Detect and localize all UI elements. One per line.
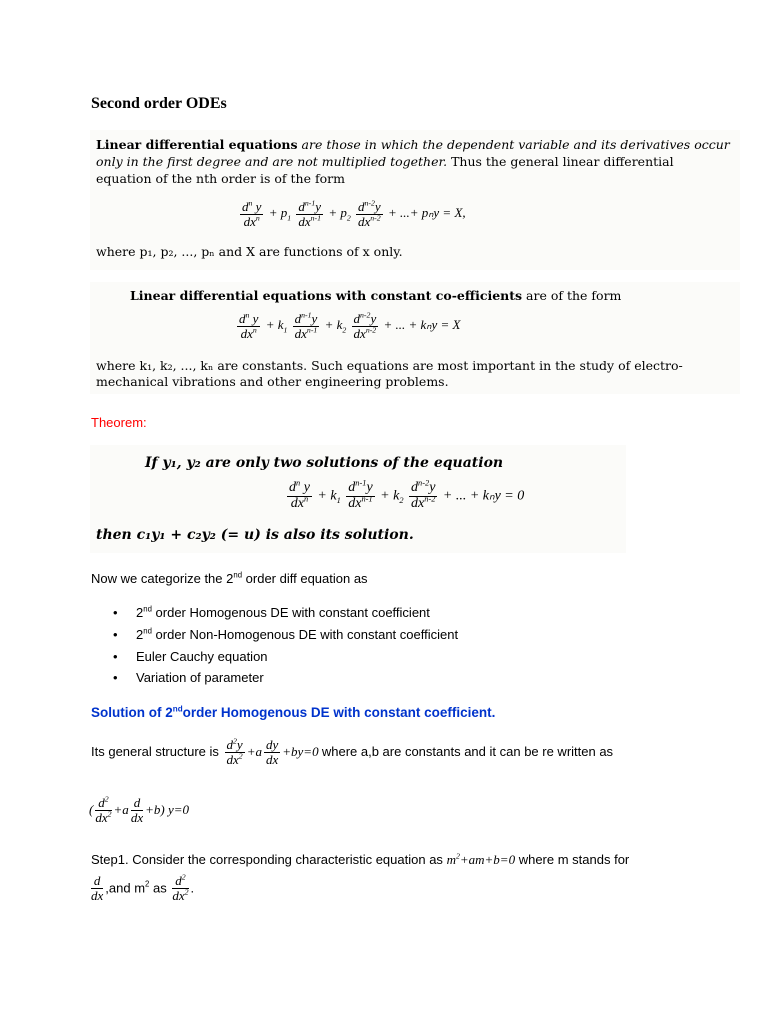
section-heading: Solution of 2ndorder Homogenous DE with constant coefficient. xyxy=(91,704,496,720)
operator-form-equation: ( $\frac{d^2}{dx^2}$ +a $\frac{d}{dx}$ +b) y=0 xyxy=(89,794,189,825)
scanned-theorem xyxy=(90,445,626,553)
list-item: Variation of parameter xyxy=(136,670,264,685)
scan3-line1: If y₁, y₂ are only two solutions of the equation xyxy=(145,455,504,471)
step1-text: Step1. Consider the corresponding characteristic equation as $m^2+am+b=0$ where m stands for xyxy=(91,851,630,867)
step1-line2: $\frac{d}{dx}$ ,and $m^2$ as $\frac{d^2}{dx^2}$ . xyxy=(91,872,195,903)
theorem-label: Theorem: xyxy=(91,415,147,430)
scan1-paragraph: Linear differential equations are those in which the dependent variable and its derivatives occur only in the first degree and are not multiplied together. Thus the general linear differential equation of the nth order is of the form xyxy=(96,137,730,186)
scan1-where: where p₁, p₂, ..., pₙ and X are functions of x only. xyxy=(96,244,403,259)
scan1-equation: $\frac{d^n y}{dx^n}$ + $p_1$ $\frac{d^{n-1}y}{dx^{n-1}}$ + $p_2$ $\frac{d^{n-2}y}{dx^{n-2}}$ + ...+ pₙy = X, xyxy=(242,198,466,229)
list-item: 2nd order Non-Homogenous DE with constant coefficient xyxy=(136,626,459,642)
scanned-constant-coefficients xyxy=(90,282,740,394)
general-structure: Its general structure is $\frac{d^2y}{dx^2}$ +a $\frac{dy}{dx}$ +by=0 where a,b are constants and it can be re written as xyxy=(91,736,614,767)
characteristic-equation: $m^2+am+b=0$ xyxy=(446,851,516,867)
scan2-where: where k₁, k₂, ..., kₙ are constants. Such equations are most important in the study of electro-mechanical vibrations and other engineering problems. xyxy=(96,358,683,389)
scan2-equation: $\frac{d^n y}{dx^n}$ + $k_1$ $\frac{d^{n-1}y}{dx^{n-1}}$ + $k_2$ $\frac{d^{n-2}y}{dx^{n-2}}$ + ... + kₙy = X xyxy=(239,310,461,341)
bullet-icon: • xyxy=(113,627,118,642)
scan3-line3: then c₁y₁ + c₂y₂ (= u) is also its solution. xyxy=(96,527,414,543)
intro-text: Now we categorize the 2nd order diff equation as xyxy=(91,570,368,586)
bullet-icon: • xyxy=(113,670,118,685)
list-item: 2nd order Homogenous DE with constant coefficient xyxy=(136,604,430,620)
general-structure-equation: $\frac{d^2y}{dx^2}$ +a $\frac{dy}{dx}$ +by=0 xyxy=(226,736,319,767)
scan3-equation: $\frac{d^n y}{dx^n}$ + $k_1$ $\frac{d^{n-1}y}{dx^{n-1}}$ + $k_2$ $\frac{d^{n-2}y}{dx^{n-2}}$ + ... + kₙy = 0 xyxy=(289,478,525,511)
bullet-icon: • xyxy=(113,649,118,664)
list-item: Euler Cauchy equation xyxy=(136,649,268,664)
bullet-icon: • xyxy=(113,605,118,620)
scanned-definition-linear-de xyxy=(90,130,740,270)
page-title: Second order ODEs xyxy=(91,95,227,112)
scan2-heading: Linear differential equations with constant co-efficients are of the form xyxy=(130,288,622,303)
